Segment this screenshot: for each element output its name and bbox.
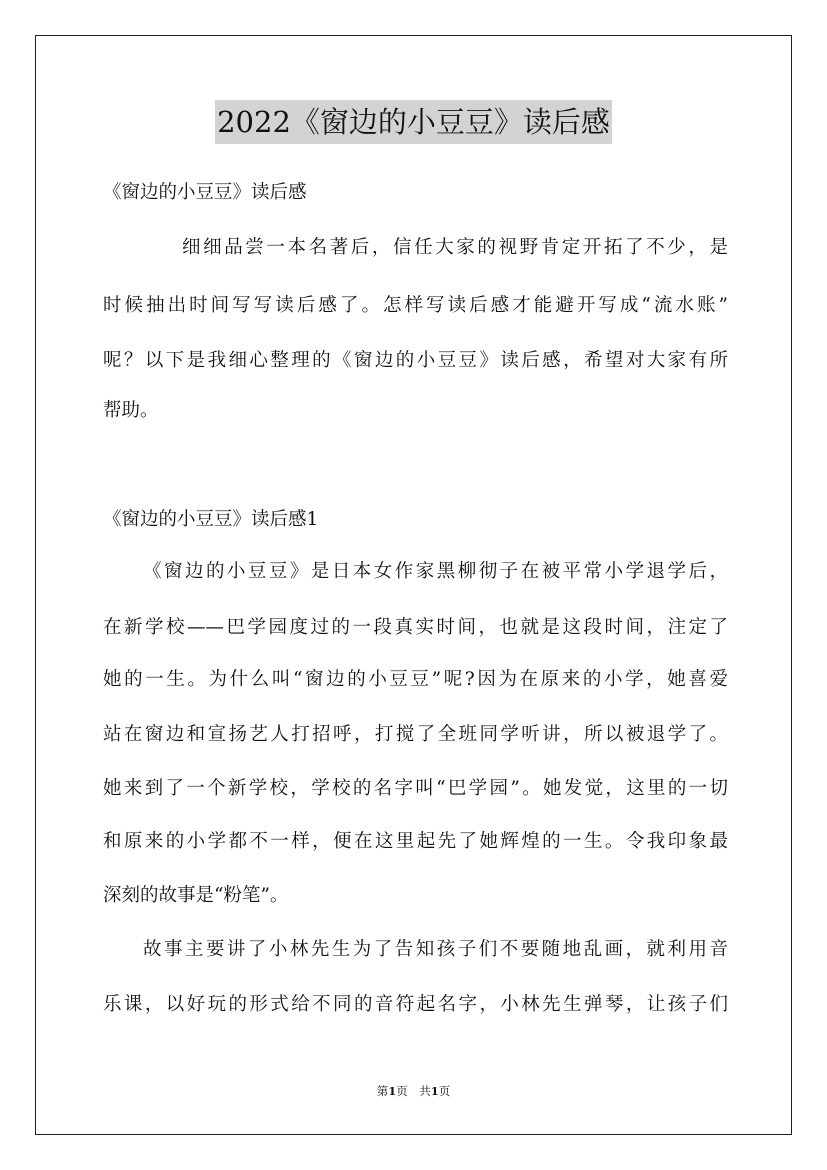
intro-line-2: 时候抽出时间写写读后感了。怎样写读后感才能避开写成“流水账” <box>103 295 728 316</box>
para1-line-3: 她的一生。为什么叫“窗边的小豆豆”呢?因为在原来的小学，她喜爱 <box>103 669 728 690</box>
document-subtitle: 《窗边的小豆豆》读后感 <box>103 182 307 203</box>
footer-page-number: 1 <box>388 1084 397 1098</box>
intro-line-1: 细细品尝一本名著后，信任大家的视野肯定开拓了不少，是 <box>182 237 728 258</box>
document-title-wrap <box>0 100 827 144</box>
intro-line-4: 帮助。 <box>103 400 159 421</box>
footer-page-suffix: 页 <box>438 1084 451 1098</box>
para1-line-5: 她来到了一个新学校，学校的名字叫“巴学园”。她发觉，这里的一切 <box>103 778 728 799</box>
intro-line-3: 呢？以下是我细心整理的《窗边的小豆豆》读后感，希望对大家有所 <box>103 350 728 371</box>
para1-line-1: 《窗边的小豆豆》是日本女作家黑柳彻子在被平常小学退学后， <box>143 561 728 582</box>
para2-line-1: 故事主要讲了小林先生为了告知孩子们不要随地乱画，就利用音 <box>143 939 728 960</box>
footer-page-total: 1 <box>430 1084 439 1098</box>
para1-line-4: 站在窗边和宣扬艺人打招呼，打搅了全班同学听讲，所以被退学了。 <box>103 724 728 745</box>
document-title: 2022《窗边的小豆豆》读后感 <box>215 100 612 144</box>
section-heading: 《窗边的小豆豆》读后感1 <box>103 509 319 530</box>
para1-line-2: 在新学校——巴学园度过的一段真实时间，也就是这段时间，注定了 <box>103 617 728 638</box>
page-footer <box>0 1083 827 1099</box>
para1-line-6: 和原来的小学都不一样，便在这里起先了她辉煌的一生。令我印象最 <box>103 831 728 852</box>
footer-page-prefix: 第 <box>376 1084 389 1098</box>
footer-page-mid: 页 共 <box>396 1084 431 1098</box>
para2-line-2: 乐课，以好玩的形式给不同的音符起名字，小林先生弹琴，让孩子们 <box>103 994 728 1015</box>
para1-line-7: 深刻的故事是“粉笔”。 <box>103 885 289 906</box>
